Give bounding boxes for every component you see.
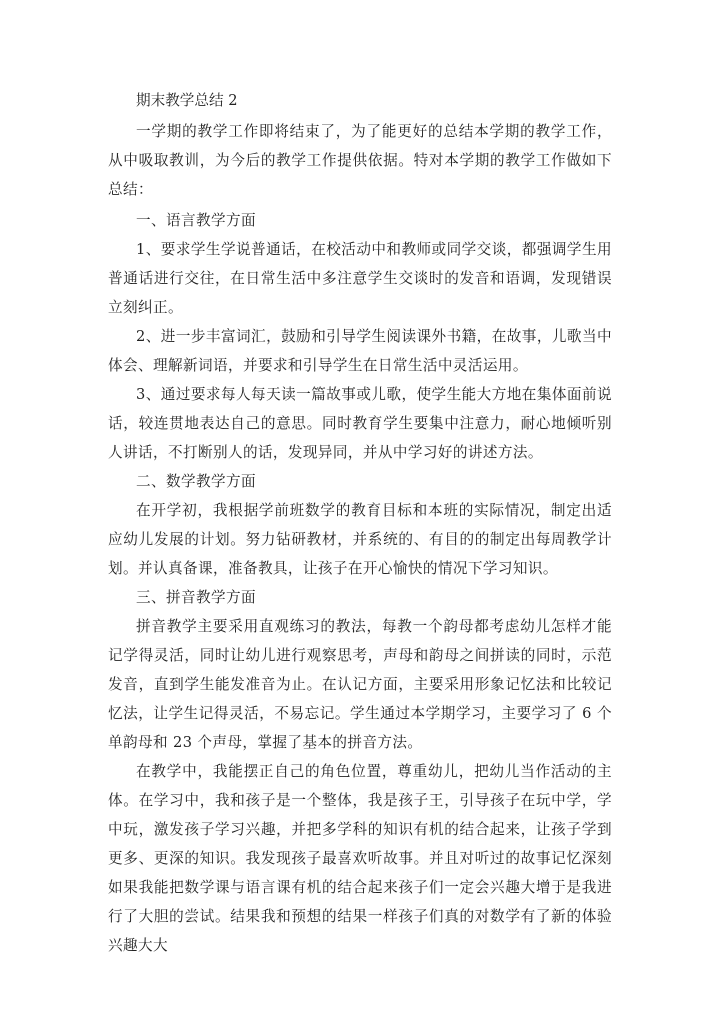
- paragraph: 3、通过要求每人每天读一篇故事或儿歌，使学生能大方地在集体面前说话，较连贯地表达自己的意思。同时教育学生要集中注意力，耐心地倾听别人讲话，不打断别人的话，发现异同，并从中学习好的讲述方法。: [108, 386, 612, 461]
- document-title: 期末教学总结 2: [136, 92, 238, 109]
- paragraph: 在开学初，我根据学前班数学的教育目标和本班的实际情况，制定出适应幼儿发展的计划。努力钻研教材，并系统的、有目的的制定出每周教学计划。并认真备课，准备教具，让孩子在开心愉快的情况下学习知识。: [108, 502, 612, 577]
- intro-paragraph: 一学期的教学工作即将结束了，为了能更好的总结本学期的教学工作，从中吸取教训，为今后的教学工作提供依据。特对本学期的教学工作做如下总结：: [108, 123, 612, 198]
- paragraph: 2、进一步丰富词汇，鼓励和引导学生阅读课外书籍，在故事，儿歌当中体会、理解新词语，并要求和引导学生在日常生活中灵活运用。: [108, 328, 612, 374]
- document-body: [108, 86, 612, 960]
- section-heading-language: 一、语言教学方面: [136, 212, 256, 229]
- section-heading-math: 二、数学教学方面: [136, 473, 256, 490]
- section-heading-pinyin: 三、拼音教学方面: [136, 589, 256, 606]
- paragraph: 拼音教学主要采用直观练习的教法，每教一个韵母都考虑幼儿怎样才能记学得灵活，同时让幼儿进行观察思考，声母和韵母之间拼读的同时，示范发音，直到学生能发准音为止。在认记方面，主要采用形象记忆法和比较记忆法，让学生记得灵活，不易忘记。学生通过本学期学习，主要学习了 6 个单韵母和 23 个声母，掌握了基本的拼音方法。: [108, 618, 612, 751]
- paragraph: 在教学中，我能摆正自己的角色位置，尊重幼儿，把幼儿当作活动的主体。在学习中，我和孩子是一个整体，我是孩子王，引导孩子在玩中学，学中玩，激发孩子学习兴趣，并把多学科的知识有机的结合起来，让孩子学到更多、更深的知识。我发现孩子最喜欢听故事。并且对听过的故事记忆深刻如果我能把数学课与语言课有机的结合起来孩子们一定会兴趣大增于是我进行了大胆的尝试。结果我和预想的结果一样孩子们真的对数学有了新的体验兴趣大大: [108, 763, 612, 954]
- paragraph: 1、要求学生学说普通话，在校活动中和教师或同学交谈，都强调学生用普通话进行交往，在日常生活中多注意学生交谈时的发音和语调，发现错误立刻纠正。: [108, 241, 612, 316]
